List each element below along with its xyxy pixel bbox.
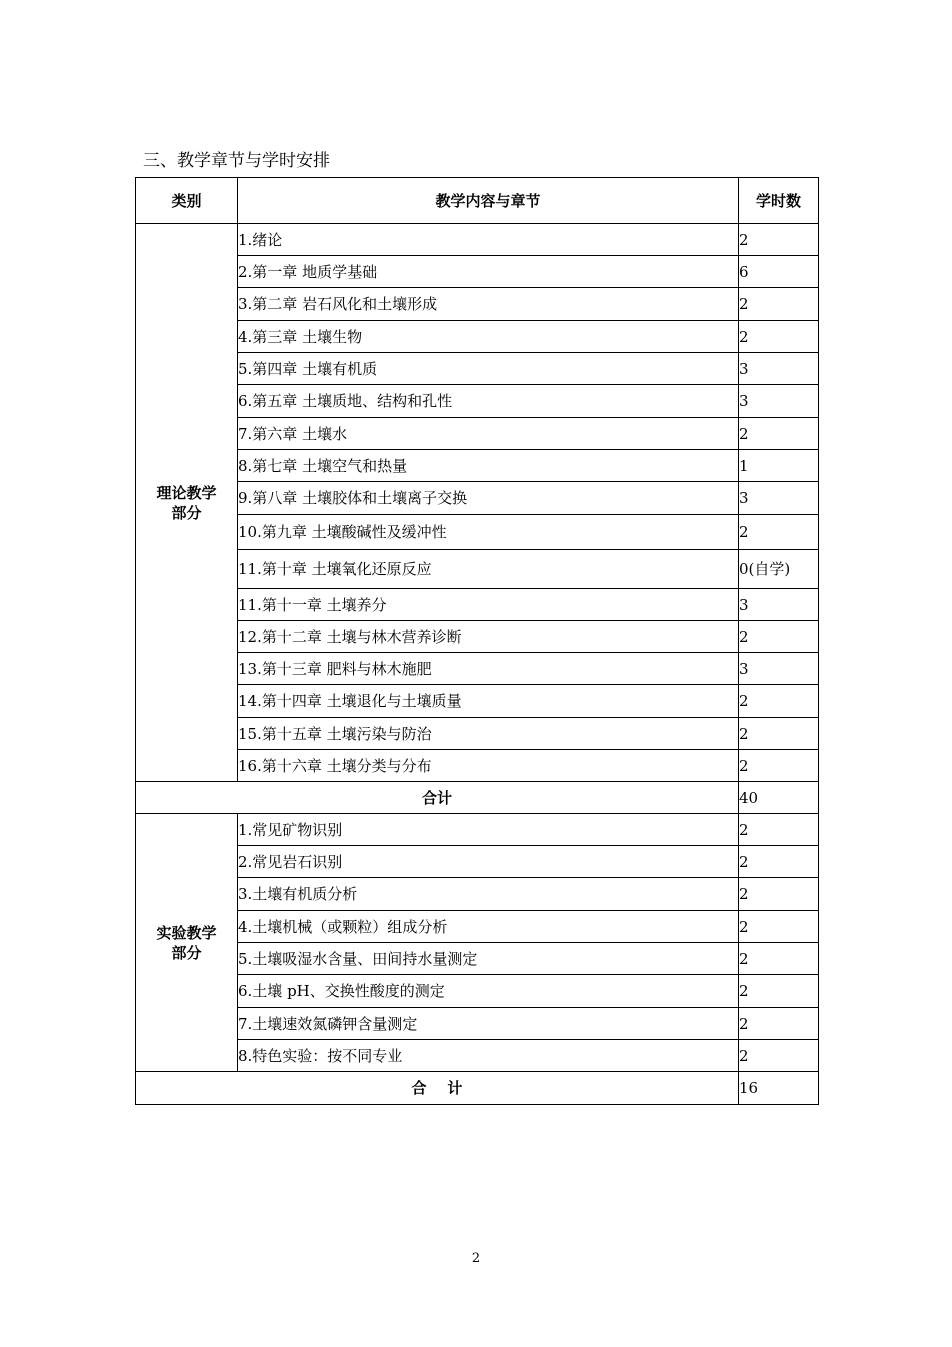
lab-total-hours: 16 [739, 1072, 819, 1105]
lab-category [136, 814, 238, 1072]
teaching-schedule-table [135, 177, 819, 1105]
lab-total-row [136, 1072, 819, 1105]
lab-category-line2: 部分 [171, 943, 202, 962]
theory-row [136, 482, 819, 515]
theory-hours-cell: 2 [739, 288, 819, 321]
theory-row [136, 718, 819, 750]
lab-row [136, 911, 819, 943]
lab-content-cell: 1.常见矿物识别 [238, 814, 739, 846]
lab-row [136, 943, 819, 975]
theory-row [136, 418, 819, 450]
lab-row [136, 1008, 819, 1040]
theory-content-cell: 15.第十五章 土壤污染与防治 [238, 718, 739, 750]
theory-hours-cell: 3 [739, 653, 819, 685]
theory-category [136, 224, 238, 782]
lab-hours-cell: 2 [739, 846, 819, 878]
lab-row [136, 878, 819, 911]
lab-content-cell: 2.常见岩石识别 [238, 846, 739, 878]
theory-total-row [136, 782, 819, 814]
theory-row [136, 288, 819, 321]
theory-content-cell: 13.第十三章 肥料与林木施肥 [238, 653, 739, 685]
theory-total-label: 合计 [136, 782, 739, 814]
theory-content-cell: 5.第四章 土壤有机质 [238, 353, 739, 385]
lab-row [136, 846, 819, 878]
theory-hours-cell: 2 [739, 321, 819, 353]
lab-hours-cell: 2 [739, 943, 819, 975]
theory-content-cell: 12.第十二章 土壤与林木营养诊断 [238, 621, 739, 653]
theory-row [136, 353, 819, 385]
lab-row [136, 814, 819, 846]
theory-hours-cell: 3 [739, 353, 819, 385]
theory-category-line1: 理论教学 [156, 483, 217, 502]
lab-hours-cell: 2 [739, 878, 819, 911]
header-hours: 学时数 [739, 178, 819, 224]
theory-hours-cell: 2 [739, 515, 819, 550]
theory-row [136, 224, 819, 256]
theory-row [136, 685, 819, 718]
page-number: 2 [471, 1251, 481, 1266]
lab-row [136, 1040, 819, 1072]
lab-hours-cell: 2 [739, 1040, 819, 1072]
header-category: 类别 [136, 178, 238, 224]
theory-hours-cell: 0(自学) [739, 550, 819, 589]
theory-hours-cell: 3 [739, 482, 819, 515]
lab-content-cell: 8.特色实验：按不同专业 [238, 1040, 739, 1072]
lab-content-cell: 3.土壤有机质分析 [238, 878, 739, 911]
lab-hours-cell: 2 [739, 1008, 819, 1040]
theory-row [136, 653, 819, 685]
lab-content-cell: 6.土壤 pH、交换性酸度的测定 [238, 975, 739, 1008]
header-content: 教学内容与章节 [238, 178, 739, 224]
theory-hours-cell: 2 [739, 685, 819, 718]
theory-content-cell: 1.绪论 [238, 224, 739, 256]
theory-hours-cell: 2 [739, 621, 819, 653]
theory-row [136, 450, 819, 482]
theory-row [136, 256, 819, 288]
theory-hours-cell: 3 [739, 589, 819, 621]
theory-hours-cell: 2 [739, 750, 819, 782]
lab-hours-cell: 2 [739, 975, 819, 1008]
theory-hours-cell: 1 [739, 450, 819, 482]
lab-content-cell: 7.土壤速效氮磷钾含量测定 [238, 1008, 739, 1040]
theory-total-hours: 40 [739, 782, 819, 814]
theory-hours-cell: 6 [739, 256, 819, 288]
lab-row [136, 975, 819, 1008]
theory-content-cell: 14.第十四章 土壤退化与土壤质量 [238, 685, 739, 718]
theory-content-cell: 7.第六章 土壤水 [238, 418, 739, 450]
lab-content-cell: 4.土壤机械（或颗粒）组成分析 [238, 911, 739, 943]
lab-total-label: 合 计 [136, 1072, 739, 1105]
lab-hours-cell: 2 [739, 814, 819, 846]
theory-content-cell: 11.第十一章 土壤养分 [238, 589, 739, 621]
header-row [136, 178, 819, 224]
theory-content-cell: 8.第七章 土壤空气和热量 [238, 450, 739, 482]
theory-content-cell: 6.第五章 土壤质地、结构和孔性 [238, 385, 739, 418]
theory-content-cell: 2.第一章 地质学基础 [238, 256, 739, 288]
theory-content-cell: 10.第九章 土壤酸碱性及缓冲性 [238, 515, 739, 550]
theory-row [136, 550, 819, 589]
theory-category-line2: 部分 [171, 503, 202, 522]
section-title: 三、教学章节与学时安排 [143, 151, 330, 171]
theory-content-cell: 3.第二章 岩石风化和土壤形成 [238, 288, 739, 321]
lab-category-line1: 实验教学 [156, 923, 217, 942]
theory-row [136, 589, 819, 621]
theory-content-cell: 16.第十六章 土壤分类与分布 [238, 750, 739, 782]
lab-content-cell: 5.土壤吸湿水含量、田间持水量测定 [238, 943, 739, 975]
theory-hours-cell: 2 [739, 224, 819, 256]
theory-hours-cell: 2 [739, 718, 819, 750]
theory-content-cell: 11.第十章 土壤氧化还原反应 [238, 550, 739, 589]
theory-hours-cell: 3 [739, 385, 819, 418]
theory-row [136, 385, 819, 418]
theory-row [136, 621, 819, 653]
lab-hours-cell: 2 [739, 911, 819, 943]
theory-row [136, 321, 819, 353]
theory-row [136, 750, 819, 782]
theory-content-cell: 9.第八章 土壤胶体和土壤离子交换 [238, 482, 739, 515]
theory-row [136, 515, 819, 550]
theory-content-cell: 4.第三章 土壤生物 [238, 321, 739, 353]
theory-hours-cell: 2 [739, 418, 819, 450]
